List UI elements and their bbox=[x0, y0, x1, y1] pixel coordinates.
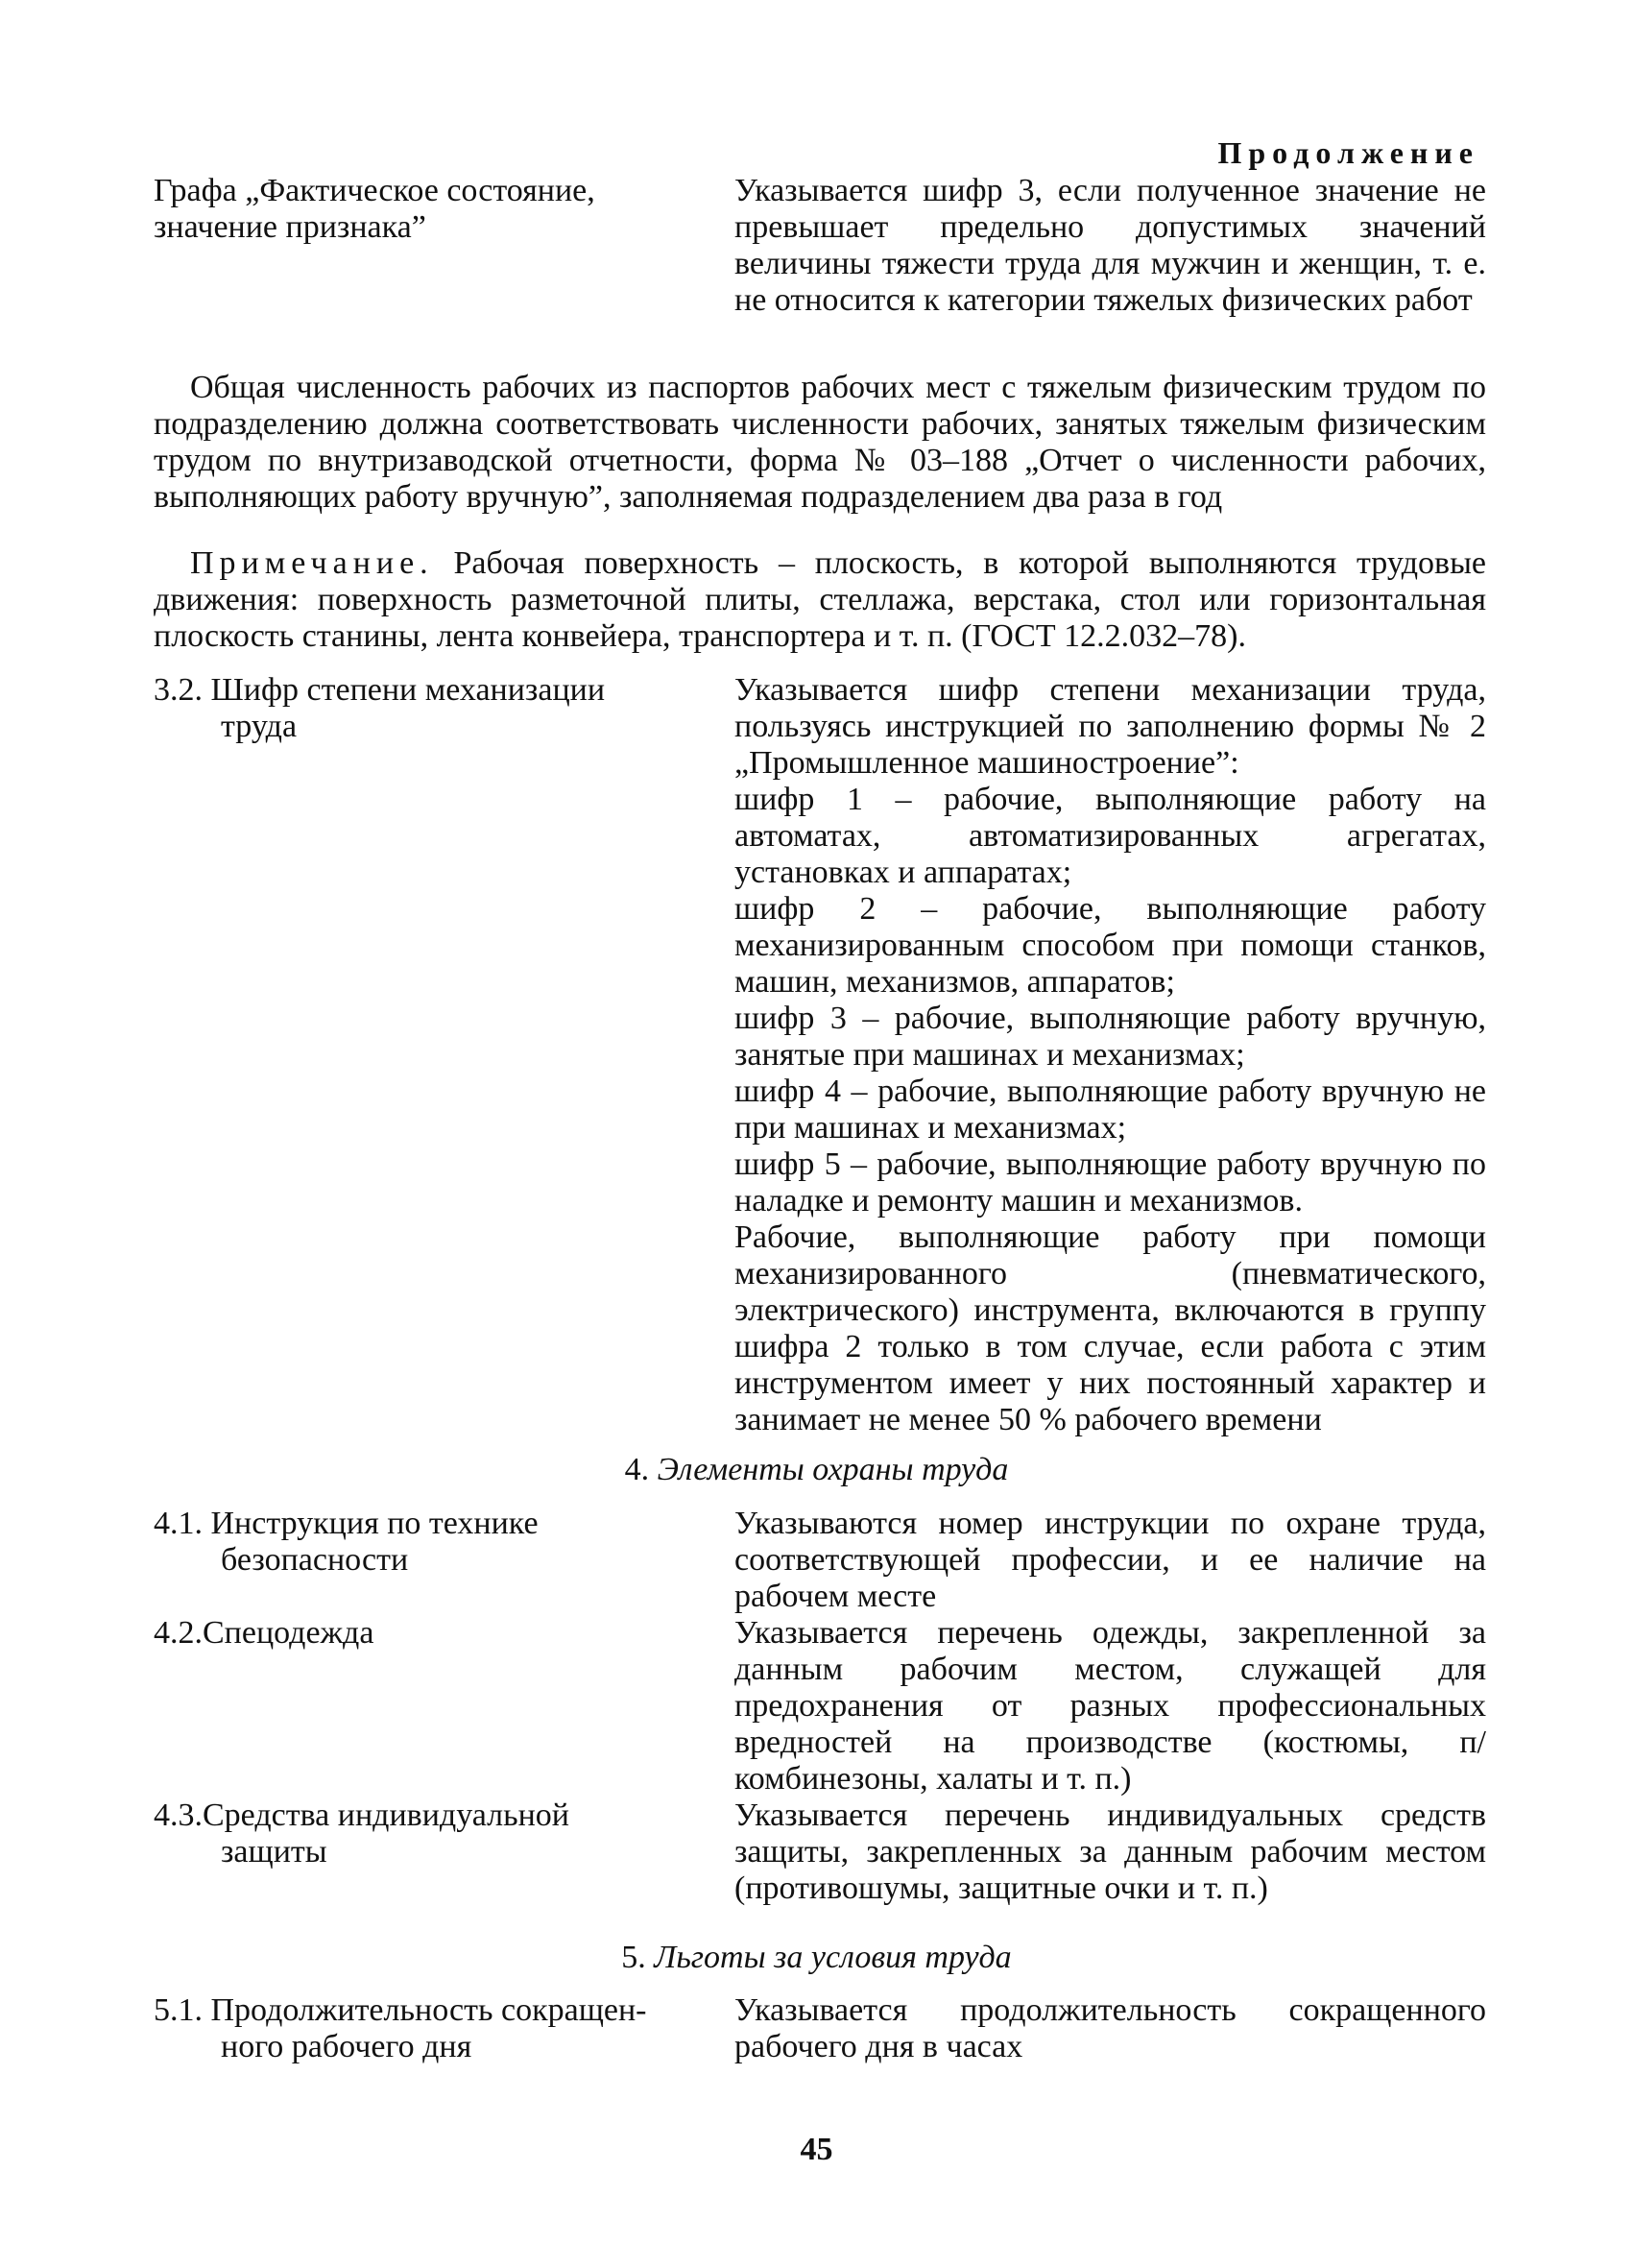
row-4-3-number: 4.3. bbox=[154, 1798, 203, 1833]
row-4-3-left bbox=[154, 1798, 691, 1870]
row-4-3-label-line2: защиты bbox=[221, 1834, 327, 1870]
continuation-label: Продолжение bbox=[1217, 135, 1479, 170]
row-4-1-label-line1: Инструкция по технике bbox=[210, 1506, 539, 1541]
row-4-2-number: 4.2. bbox=[154, 1615, 203, 1651]
row-3-2-left bbox=[154, 672, 691, 745]
row-3-2-code-4: шифр 4 – рабочие, выполняющие работу вручную не при машинах и механизмах; bbox=[734, 1074, 1486, 1146]
row-4-1-number: 4.1. bbox=[154, 1506, 203, 1541]
row-5-1-number: 5.1. bbox=[154, 1992, 203, 2028]
row-3-2-note: Рабочие, выполняющие работу при помощи механизированного (пневматического, электрического) инструмента, включаются в группу шифра 2 только в том случае, если работа с этим инструментом имеет у них постоянный характер и занимает не менее 50 % рабочего времени bbox=[734, 1219, 1486, 1437]
row-3-2-intro: Указывается шифр степени механизации труда, пользуясь инструкцией по заполнению формы № 2 „Промышленное машиностроение”: bbox=[734, 672, 1486, 781]
row-4-2-left bbox=[154, 1615, 691, 1652]
row-3-2-code-5: шифр 5 – рабочие, выполняющие работу вручную по наладке и ремонту машин и механизмов. bbox=[734, 1146, 1486, 1218]
section-5-title bbox=[0, 1940, 1633, 1976]
row-3-2-number: 3.2. bbox=[154, 672, 203, 708]
section-4-title bbox=[0, 1452, 1633, 1488]
row-4-2-right: Указывается перечень одежды, закрепленной за данным рабочим местом, служащей для предохранения от разных профессиональных вредностей на производстве (костюмы, п/комбинезоны, халаты и т. п.) bbox=[734, 1615, 1486, 1797]
row-4-2-label-line1: Спецодежда bbox=[203, 1615, 374, 1651]
row-3-2-code-1: шифр 1 – рабочие, выполняющие работу на автоматах, автоматизированных агрегатах, установках и аппаратах; bbox=[734, 782, 1486, 890]
row-3-2-right bbox=[734, 672, 1486, 1438]
row-4-1-right: Указываются номер инструкции по охране труда, соответствующей профессии, и ее наличие на рабочем месте bbox=[734, 1506, 1486, 1614]
row-5-1-left bbox=[154, 1992, 691, 2065]
section-5-heading: Льготы за условия труда bbox=[654, 1940, 1012, 1975]
paragraph-total-workers: Общая численность рабочих из паспортов рабочих мест с тяжелым физическим трудом по подразделению должна соответствовать численности рабочих, занятых тяжелым физическим трудом по внутризаводской отчетности, форма № 03–188 „Отчет о численности рабочих, выполняющих работу вручную”, заполняемая подразделением два раза в год bbox=[154, 370, 1486, 515]
row-3-2-code-3: шифр 3 – рабочие, выполняющие работу вручную, занятые при машинах и механизмах; bbox=[734, 1001, 1486, 1073]
section-5-number: 5. bbox=[621, 1940, 646, 1975]
note-paragraph bbox=[154, 545, 1486, 655]
row-4-3-right: Указывается перечень индивидуальных средств защиты, закрепленных за данным рабочим местом (противошумы, защитные очки и т. п.) bbox=[734, 1798, 1486, 1906]
row-3-2-label-line2: труда bbox=[221, 709, 298, 744]
row-4-1-left bbox=[154, 1506, 691, 1579]
row-5-1-label-line2: ного рабочего дня bbox=[221, 2029, 472, 2064]
section-4-number: 4. bbox=[624, 1452, 650, 1487]
row-5-1-right: Указывается продолжительность сокращенного рабочего дня в часах bbox=[734, 1992, 1486, 2064]
row-3-2-label-line1: Шифр степени механизации bbox=[210, 672, 606, 708]
row-5-1-label-line1: Продолжительность сокращен- bbox=[210, 1992, 647, 2028]
section-4-heading: Элементы охраны труда bbox=[657, 1452, 1009, 1487]
page-number: 45 bbox=[800, 2132, 833, 2167]
note-head: Примечание. bbox=[190, 545, 434, 581]
row-3-2-code-2: шифр 2 – рабочие, выполняющие работу механизированным способом при помощи станков, машин, механизмов, аппаратов; bbox=[734, 891, 1486, 1000]
row-graph-left: Графа „Фактическое состояние, значение признака” bbox=[154, 173, 595, 245]
row-4-3-label-line1: Средства индивидуальной bbox=[203, 1798, 570, 1833]
row-4-1-label-line2: безопасности bbox=[221, 1542, 409, 1578]
row-graph-right: Указывается шифр 3, если полученное значение не превышает предельно допустимых значений величины тяжести труда для мужчин и женщин, т. е. не относится к категории тяжелых физических работ bbox=[734, 173, 1486, 318]
note-text: Рабочая поверхность – плоскость, в которой выполняются трудовые движения: поверхность разметочной плиты, стеллажа, верстака, стол или горизонтальная плоскость станины, лента конвейера, транспортера и т. п. (ГОСТ 12.2.032–78). bbox=[154, 545, 1486, 654]
